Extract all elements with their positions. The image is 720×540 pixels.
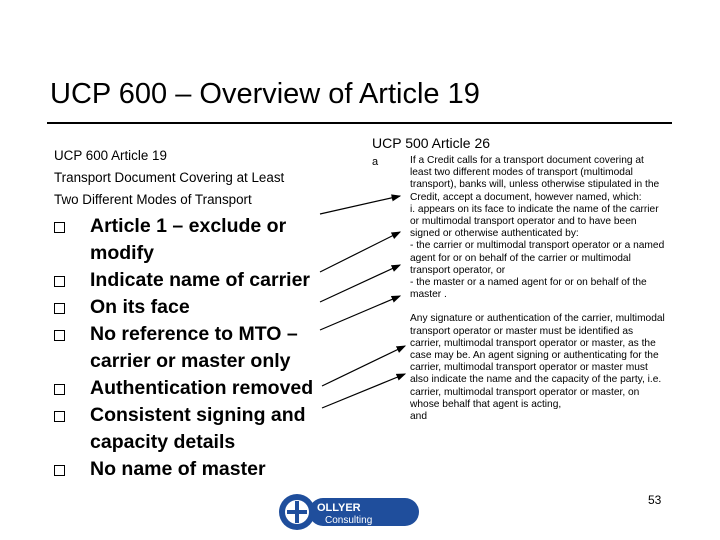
- arrow-6: [322, 374, 405, 408]
- arrow-4: [320, 296, 400, 330]
- bullet-text: Article 1 – exclude or modify: [90, 215, 287, 264]
- bullet-text: No reference to MTO – carrier or master only: [90, 323, 298, 372]
- bullet-text: Consistent signing and capacity details: [90, 404, 306, 453]
- sub-label: a: [372, 156, 379, 168]
- bullet-text: No name of master: [90, 458, 266, 480]
- collyer-logo: [277, 492, 425, 532]
- article-26-dash2: - the master or a named agent for or on behalf of the master .: [410, 277, 647, 301]
- arrow-3: [320, 265, 400, 302]
- slide-title: UCP 600 – Overview of Article 19: [50, 78, 480, 110]
- arrow-1: [320, 196, 400, 214]
- left-heading-line1: UCP 600 Article 19: [54, 148, 167, 163]
- article-26-para2: Any signature or authentication of the carrier, multimodal transport operator or master must be identified as carrier, multimodal transport operator or master, as the case may be. An agent signing or authenticating for the carrier, multimodal transport operator or master must also indicate the name and the capacity of the party, i.e. carrier, multimodal transport operator or master, on whose behalf that agent is acting,: [410, 313, 665, 410]
- bullet-text: On its face: [90, 296, 190, 318]
- page-number: 53: [648, 493, 662, 507]
- article-26-para1: If a Credit calls for a transport document covering at least two different modes of transport (multimodal transport), banks will, unless otherwise stipulated in the Credit, accept a document, however named, which:: [410, 155, 660, 203]
- left-heading-line2: Transport Document Covering at Least: [54, 170, 285, 185]
- svg-text:Consulting: Consulting: [325, 515, 373, 526]
- svg-text:OLLYER: OLLYER: [317, 502, 361, 514]
- article-26-dash1: - the carrier or multimodal transport operator or a named agent for or on behalf of the carrier or multimodal transport operator, or: [410, 240, 665, 276]
- article-26-para2-end: and: [410, 411, 427, 423]
- right-heading: UCP 500 Article 26: [372, 135, 491, 151]
- bullet-text: Indicate name of carrier: [90, 269, 311, 291]
- bullet-text: Authentication removed: [90, 377, 314, 399]
- article-26-item-i: i. appears on its face to indicate the name of the carrier or multimodal transport operator and to have been signed or otherwise authenticated by:: [410, 203, 659, 240]
- arrow-2: [320, 232, 400, 272]
- left-heading-line3: Two Different Modes of Transport: [54, 192, 252, 207]
- arrow-5: [322, 346, 405, 386]
